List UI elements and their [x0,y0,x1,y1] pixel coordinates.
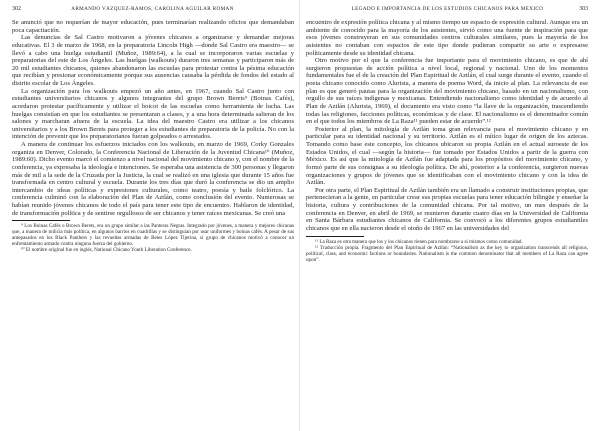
right-page-header [306,6,588,15]
left-running-head: ARMANDO VÁZQUEZ-RAMOS, CAROLINA AGUILAR ROMÁN [71,6,234,12]
right-page-number: 303 [578,6,588,12]
left-paragraph-1: Se anunció que no requerían de mayor educación, pues terminarían realizando oficios que demandaban poca capacitación. [12,19,294,34]
right-footnote-11: ¹¹ La Raza es otra manera que los y los chicanos tienen para nombrarse a sí mismos como comunidad. [315,238,523,245]
right-page [306,6,588,426]
left-paragraph-4: A manera de continuar los esfuerzos iniciados con los walkouts, en marzo de 1969, Corky Gonzales organiza en Denver, Colorado, la Conferencia Nacional de Liberación de la Juventud Chicana¹⁰ (Muñoz, 1989:60). Dicho evento marcó el comienzo a nivel nacional del movimiento chicano y, con el nombre de la conferencia, ya expresaba la ideología e intenciones. Se esperaba una asistencia de 300 personas y llegaron más de mil a la sede de la Cruzada por la Justicia, la cual se realizó en una iglesia que durante 15 años fue transformada en centro cultural y escuela. Durante los tres días que duró la conferencia se dio un amplio intercambio de ideas políticas y expresiones culturales, como teatro, poesía y baile folclórico. La conferencia culminó con la elaboración del Plan de Aztlán, como conclusión del evento. Numerosas se habían reunido jóvenes chicanos de todo el país para tener este tipo de encuentro. Hablaron de identidad, de transformación política y de sentirse orgullosos de ser chicanos y tener raíces mexicanas. Se creó una [12,141,294,217]
right-paragraph-2: Otro motivo por el que la conferencia fue importante para el movimiento chicano, es que de ahí surgieron propuestas de acción política a nivel local, regional y nacional. Uno de los momentos fundamentales fue el de la creación del Plan Espiritual de Aztlán, el cual surge durante el evento, cuando el poeta chicano conocido como Alurista, a manera de poema Word, da inicio al plan. La relevancia de ese plan es que generó pautas para la organización del movimiento chicano, basado en un nacionalismo, con orgullo de sus raíces indígenas y mexicanas. Entendiendo nacionalismo como identidad y de acuerdo al Plan de Aztlán (Alurista, 1969), el documento era visto como “la llave de la organización, trascendiendo todas las religiones, facciones políticas, económicas y de clase. El nacionalismo es el denominador común en el que todos los miembros de La Raza¹¹ pueden estar de acuerdo”.¹² [306,57,588,126]
right-paragraph-1: encuentro de expresión política chicana y al mismo tiempo un espacio de expresión cultural. Aunque era un ambiente de conocido para la mayoría de los asistentes, sirvió como una fuente de inspiración para que esos jóvenes construyeran en sus comunidades centros culturales similares, pues la mayoría de los asistentes no contaban con espacios de este tipo donde pudieran compartir su arte o expresarse políticamente desde su identidad chicana. [306,19,588,57]
right-footnote-rule [306,236,364,237]
left-page-number: 302 [12,6,21,12]
left-footnotes [12,223,294,253]
left-page-body [12,19,294,217]
left-paragraph-3: La organización para los walkouts empezó un año antes, en 1967, cuando Sal Castro junto con estudiantes universitarios chicanos y algunos integrantes del grupo Brown Berets⁹ (Boinas Cafés), acordaron protestar pacíficamente y utilizar el boicot de las escuelas como herramienta de lucha. Las huelgas consistían en que los estudiantes se presentaran a clases, y a una hora determinada salieran de los salones y marcharan afuera de la escuela. La idea del maestro Castro era utilizar a los chicanos universitarios y a los Brown Berets para proteger a los estudiantes de preparatoria de la policía. No con la intención de prevenir que los preparatorianos fueran golpeados o arrestados. [12,87,294,141]
gutter-divider [299,0,300,431]
right-running-head: LEGADO E IMPORTANCIA DE LOS ESTUDIOS CHICANOS PARA MÉXICO [351,6,544,12]
right-footnotes [306,239,588,263]
left-footnote-9: ⁹ Los Boinas Cafés o Brown Berets, era un grupo similar a las Panteras Negras. Integrado por jóvenes, a manera y mejores chicanas que, a manera de milicia más política, en algunos barrios en cuadrillas y se distinguían por usar uniformes y boinas cafés. A pesar de sus antepasados en los Black Panthers y las revueltas armadas de Reies López Tijerina, sí grupo de chicanos motivó a conocer un enfrentamiento armado contra ninguna fuerza del gobierno. [12,223,294,248]
right-paragraph-4: Por otra parte, el Plan Espiritual de Aztlán también era un llamado a construir instituciones propias, que pertenecieran a la gente, en particular crear sus propias escuelas para tener educación bilingüe y enseñar la historia, cultura y contribuciones de la comunidad chicana. Por tal motivo, un mes después de la conferencia en Denver, en abril de 1969, se reunieron durante cuatro días en la Universidad de California en Santa Bárbara estudiantes chicanos de California. Se convocó a los diferentes grupos estudiantiles chicanos que en ella nacieron desde el otoño de 1967 en las universidades del [306,186,588,232]
left-page [12,6,294,426]
left-footnote-10: ¹⁰ El nombre original fue en inglés, National Chicano Youth Liberation Conference. [21,247,192,254]
right-page-body [306,19,588,233]
right-paragraph-3: Posterior al plan, la mitología de Aztlán toma gran relevancia para el movimiento chicano y en particular para su identidad nacional y su territorio. Aztlán es el mítico lugar de origen de los aztecas. Tomando como base este concepto, los chicanos ubicaron su propia Aztlán en el actual suroeste de los Estados Unidos, el cual —según la historia— fue tomado por Estados Unidos a partir de la guerra con México. Es así que la mitología de Aztlán fue adaptada para los propósitos del movimiento chicano, y formó parte de sus consignas a su ideología política. De ahí, posterior a la conferencia, surgieron nuevas organizaciones y grupos de jóvenes que se identificaban con el movimiento chicano y con la idea de Aztlán. [306,125,588,187]
left-paragraph-2: Las denuncias de Sal Castro motivaron a jóvenes chicanos a organizarse y demandar mejoras educativas. El 3 de marzo de 1968, en la preparatoria Lincoln High —donde Sal Castro era maestro— se llevó a cabo una huelga estudiantil (Muñoz, 1989:64), a la cual se incorporaron varias escuelas y preparatorias del este de Los Ángeles. Las huelgas (walkouts) duraron tres semanas y participaron más de 20 mil estudiantes chicanos, quienes abandonaron las escuelas para protestar contra la pésima educación que recibían y presionar económicamente porque sus ausencias causaba la pérdida de fondos del estado al distrito escolar de Los Ángeles. [12,34,294,87]
right-footnote-12: ¹² Traducción propia. Fragmento del Plan Espiritual de Aztlán: “Nationalism as the key to organization transcends all religious, political, class, and economic factions or boundaries. Nationalism is the common denominator that all members of La Raza can agree upon”. [306,244,588,263]
left-page-header [12,6,294,15]
left-footnote-rule [12,220,70,221]
